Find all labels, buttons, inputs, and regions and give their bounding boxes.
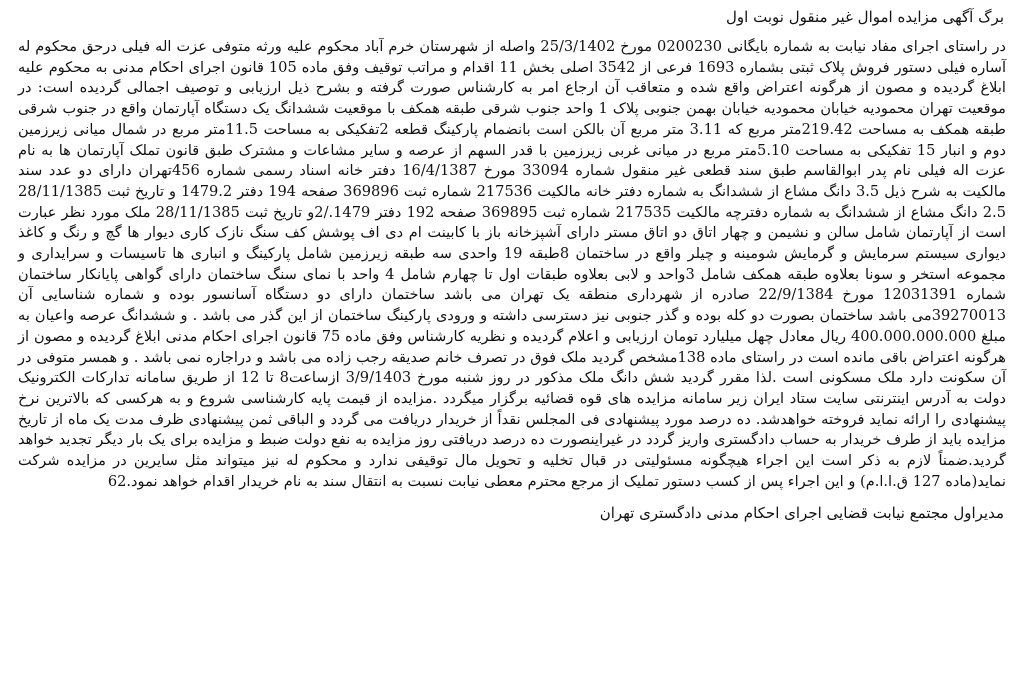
auction-notice <box>18 6 1006 524</box>
notice-title: برگ آگهی مزایده اموال غیر منقول نوبت اول <box>726 8 1004 26</box>
notice-body: در راستای اجرای مفاد نیابت به شماره بایگانی 0200230 مورخ 25/3/1402 واصله از شهرستان خرم آباد محکوم علیه ورثه متوفی عزت اله فیلی درحق محکوم له آساره فیلی دستور فروش پلاک ثبتی بشماره 1693 فرعی از 3542 اصلی بخش 11 اقدام و مراتب توقیف وفق ماده 105 قانون اجرای احکام مدنی به محکوم علیه ابلاغ گردیده و مصون از هرگونه اعتراض واقع شده و متعاقب آن ارجاع امر به کارشناس صورت گرفته و بشرح ذیل ارزیابی و توصیف اجمالی گردیده است: در موقعیت تهران محمودیه خیابان محمودیه خیابان بهمن جنوبی پلاک 1 واحد جنوب شرقی طبقه همکف با موقعیت ششدانگ یک دستگاه آپارتمان واقع در جنوب شرقی طبقه همکف به مساحت 219.42متر مربع که 3.11 متر مربع آن بالکن است بانضمام پارکینگ قطعه 2تفکیکی به مساحت 11.5متر مربع در شمال میانی زیرزمین دوم و انبار 15 تفکیکی به مساحت 5.10متر مربع در میانی غربی زیرزمین با قدر السهم از عرصه و سایر مشاعات و مشترک طبق قانون تملک آپارتمان ها به نام عزت اله فیلی نام پدر ابوالقاسم طبق سند قطعی غیر منقول شماره 33094 مورخ 16/4/1387 دفتر خانه اسناد رسمی شماره 456تهران دارای دو عدد سند مالکیت به شرح ذیل 3.5 دانگ مشاع از ششدانگ به شماره دفتر خانه مالکیت 217536 شماره ثبت 369896 صفحه 194 دفتر 1479.2 و تاریخ ثبت 28/11/1385 2.5 دانگ مشاع از ششدانگ به شماره دفترچه مالکیت 217535 شماره ثبت 369895 صفحه 192 دفتر 1479./2و تاریخ ثبت 28/11/1385 ملک مورد نظر عبارت است از آپارتمان شامل سالن و نشیمن و چهار اتاق دو اتاق مستر دارای آشپزخانه باز با کابینت ام دی اف پوشش کف سنگ نازک کاری دیوار ها گچ و رنگ و کاغذ دیواری سیستم سرمایش و گرمایش شومینه و چیلر واقع در ساختمان 8طبقه 19 واحدی سه طبقه زیرزمین شامل پارکینگ و انباری ها تاسیسات و سرایداری و مجموعه استخر و سونا بعلاوه طبقه همکف شامل 3واحد و لابی بعلاوه طبقات اول تا چهارم شامل 4 واحد با نمای سنگ ساختمان دارای گواهی پایانکار ساختمان شماره 12031391 مورخ 22/9/1384 صادره از شهرداری منطقه یک تهران می باشد ساختمان دارای دو دستگاه آسانسور بوده و شماره شناسایی آن 39270013می باشد ساختمان بصورت دو کله بوده و گذر جنوبی نیز دسترسی داشته و ورودی پارکینگ ساختمان از این گذر می باشد . و ششدانگ عرصه واعیان به مبلغ 400.000.000.000 ریال معادل چهل میلیارد تومان ارزیابی و اعلام گردیده و نظریه کارشناس وفق ماده 75 قانون اجرای احکام مدنی ابلاغ گردیده و مصون از هرگونه اعتراض باقی مانده است در راستای ماده 138مشخص گردید ملک فوق در تصرف خانم صدیقه رجب زاده می باشد و دراجاره نمی باشد . و همسر متوفی در آن سکونت دارد ملک مسکونی است .لذا مقرر گردید شش دانگ ملک مذکور در روز شنبه مورخ 3/9/1403 ازساعت8 تا 12 از طریق سامانه تدارکات الکترونیک دولت به آدرس اینترنتی سایت ستاد ایران زیر سامانه مزایده های قوه قضائیه برگزار میگردد .مزایده از قیمت پایه کارشناسی شروع و به هرکسی که بالاترین نرخ پیشنهادی را ارائه نماید فروخته خواهدشد. ده درصد مورد پیشنهادی فی المجلس نقداً از خریدار دریافت می گردد و الباقی ثمن پیشنهادی ظرف مدت یک ماه از تاریخ مزایده باید از طرف خریدار به حساب دادگستری واریز گردد در غیراینصورت ده درصد دریافتی روز مزایده به نفع دولت ضبط و مزایده برای یک بار دیگر تجدید خواهد گردید.ضمناً لازم به ذکر است این اجراء هیچگونه مسئولیتی در قبال تخلیه و تحویل مال توقیفی ندارد و محکوم له نیز میتواند مثل سایرین در مزایده شرکت نماید(ماده 127 ق.ا.ا.م) و این اجراء پس از کسب دستور تملیک از مرجع محترم معطی نیابت نسبت به انتقال سند به نام خریدار اقدام خواهد نمود.62 <box>18 38 1007 490</box>
notice-signature: مدیراول مجتمع نیابت قضایی اجرای احکام مدنی دادگستری تهران <box>599 504 1004 523</box>
